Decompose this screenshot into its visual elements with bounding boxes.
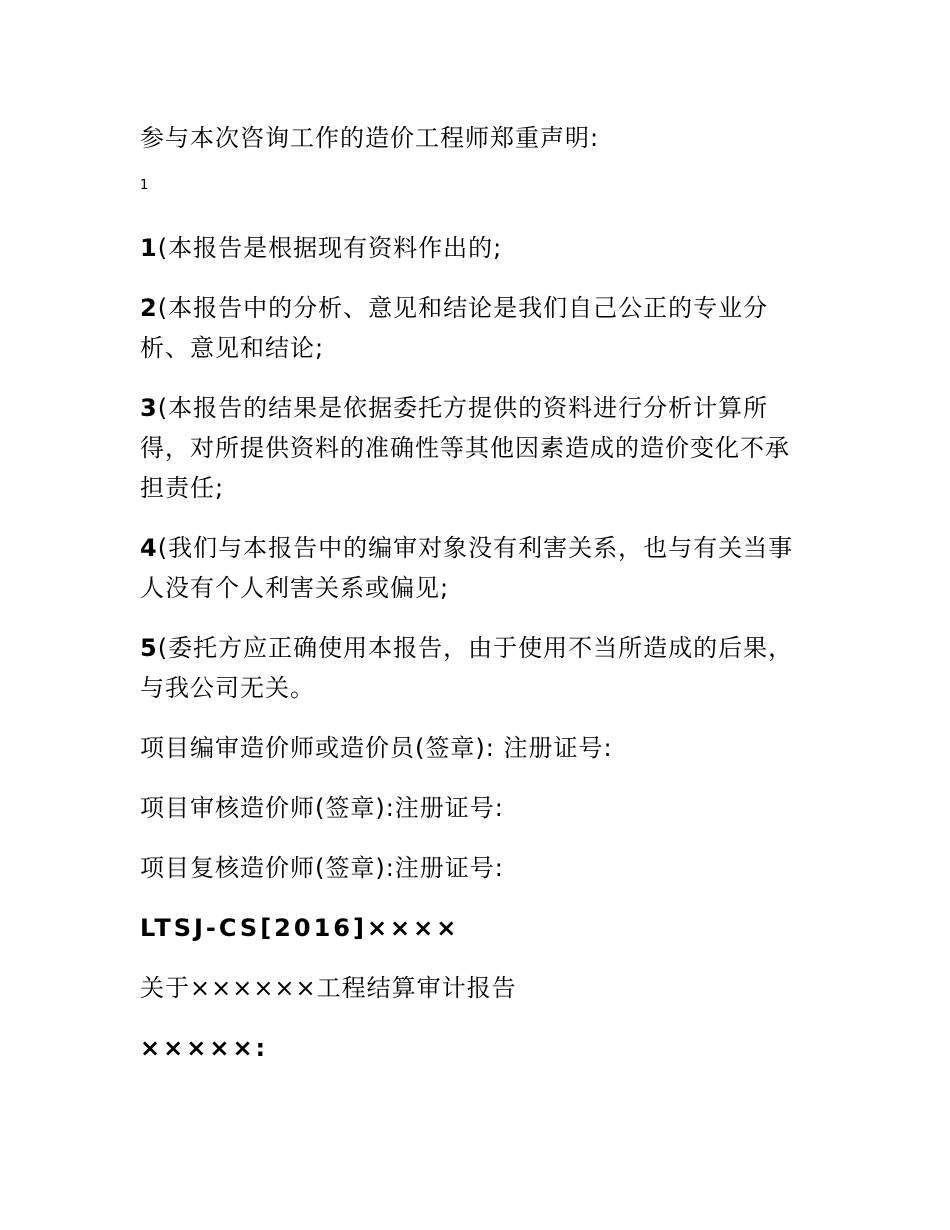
- item-number: 5: [140, 634, 158, 662]
- item-number: 4: [140, 534, 158, 562]
- item-text: (本报告是根据现有资料作出的;: [157, 234, 503, 262]
- report-title: 关于××××××工程结算审计报告: [140, 974, 517, 1002]
- item-text: (本报告中的分析、意见和结论是我们自己公正的专业分析、意见和结论;: [140, 294, 769, 362]
- declaration-item-4: [140, 528, 800, 608]
- item-text: (我们与本报告中的编审对象没有利害关系，也与有关当事人没有个人利害关系或偏见;: [140, 534, 794, 602]
- declaration-heading: 参与本次咨询工作的造价工程师郑重声明:: [140, 124, 600, 152]
- item-number: 2: [140, 294, 158, 322]
- signature-line-editor: 项目编审造价师或造价员(签章): 注册证号:: [140, 734, 613, 762]
- signature-line-rechecker: 项目复核造价师(签章):注册证号:: [140, 854, 504, 882]
- document-body: [140, 118, 800, 1088]
- item-number: 1: [140, 234, 158, 262]
- declaration-item-5: [140, 628, 800, 708]
- declaration-item-3: [140, 388, 800, 508]
- declaration-item-2: [140, 288, 800, 368]
- report-number: LTSJ-CS[2016]××××: [140, 914, 460, 942]
- signature-line-reviewer: 项目审核造价师(签章):注册证号:: [140, 794, 504, 822]
- item-text: (委托方应正确使用本报告，由于使用不当所造成的后果，与我公司无关。: [140, 634, 794, 702]
- addressee: ×××××:: [140, 1034, 269, 1062]
- declaration-item-1: [140, 228, 800, 268]
- footnote-number: 1: [140, 178, 150, 193]
- item-text: (本报告的结果是依据委托方提供的资料进行分析计算所得，对所提供资料的准确性等其他因素造成的造价变化不承担责任;: [140, 394, 790, 502]
- item-number: 3: [140, 394, 158, 422]
